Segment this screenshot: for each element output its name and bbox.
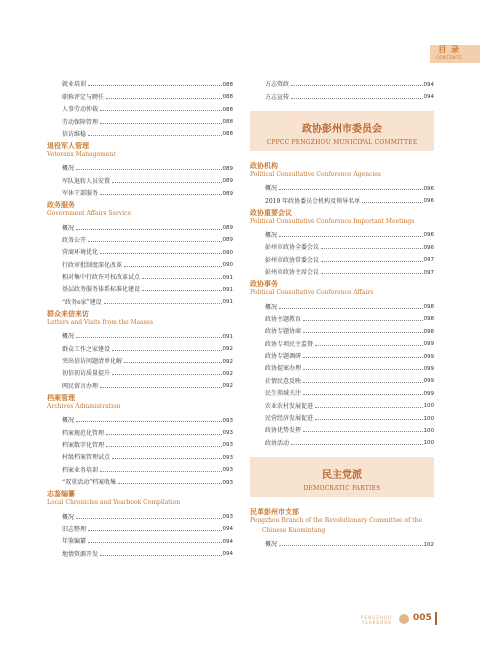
toc-entry-page: 096 bbox=[423, 185, 434, 192]
toc-entry-title: 政务公开 bbox=[62, 236, 87, 244]
toc-entry-page: 093 bbox=[222, 417, 233, 424]
leader-dots bbox=[279, 545, 422, 546]
section-heading-en: Letters and Visits from the Masses bbox=[47, 318, 154, 326]
leader-dots bbox=[118, 483, 221, 484]
toc-entry-title: 档案数字化管理 bbox=[62, 441, 105, 449]
toc-entry[interactable] bbox=[250, 536, 434, 548]
toc-entry[interactable] bbox=[47, 232, 233, 244]
toc-entry-page: 093 bbox=[222, 442, 233, 449]
toc-entry[interactable] bbox=[47, 437, 233, 449]
toc-entry[interactable] bbox=[47, 281, 233, 293]
toc-entry-title: 方志宣传 bbox=[265, 93, 290, 101]
toc-entry-title: 概况 bbox=[265, 185, 278, 193]
leader-dots bbox=[76, 337, 221, 338]
section-heading-en: Local Chronicles and Yearbook Compilation bbox=[47, 499, 181, 507]
toc-entry-page: 099 bbox=[423, 390, 434, 397]
leader-dots bbox=[76, 421, 221, 422]
section-heading[interactable]: 志鉴编纂 bbox=[47, 490, 75, 499]
toc-entry-page: 090 bbox=[222, 249, 233, 256]
toc-entry-title: 政协优势发挥 bbox=[265, 427, 302, 435]
toc-entry[interactable] bbox=[47, 508, 233, 520]
toc-entry-title: 档案业务培训 bbox=[62, 466, 99, 474]
leader-dots bbox=[362, 202, 422, 203]
toc-entry[interactable] bbox=[47, 461, 233, 473]
leader-dots bbox=[112, 458, 221, 459]
toc-entry-title: 地情资源开发 bbox=[62, 550, 99, 558]
page-subtitle: CONTENTS bbox=[436, 55, 462, 60]
toc-entry-title: 民营经济发展促进 bbox=[265, 415, 314, 423]
toc-entry-page: 100 bbox=[423, 403, 434, 410]
toc-entry-title: 行政审批制度深化改革 bbox=[62, 261, 123, 269]
toc-entry-title: 概况 bbox=[62, 224, 75, 232]
toc-entry-page: 093 bbox=[222, 467, 233, 474]
leader-dots bbox=[291, 444, 422, 445]
leader-dots bbox=[303, 431, 422, 432]
section-heading[interactable]: 档案管理 bbox=[47, 393, 75, 402]
leader-dots bbox=[112, 350, 221, 351]
leader-dots bbox=[124, 362, 221, 363]
leader-dots bbox=[321, 261, 422, 262]
leader-dots bbox=[291, 98, 422, 99]
toc-entry[interactable] bbox=[250, 227, 434, 239]
leader-dots bbox=[88, 135, 221, 136]
leader-dots bbox=[142, 290, 221, 291]
toc-left-column bbox=[47, 76, 233, 558]
toc-entry-page: 090 bbox=[222, 262, 233, 269]
toc-entry-title: 突出信访问题清单化解 bbox=[62, 358, 123, 366]
leader-dots bbox=[315, 407, 422, 408]
section-heading[interactable]: 政务服务 bbox=[47, 201, 75, 210]
leader-dots bbox=[106, 446, 221, 447]
toc-entry-title: 概况 bbox=[62, 165, 75, 173]
toc-entry-title: 村级档案管理试点 bbox=[62, 454, 111, 462]
toc-entry-title: 政协活动 bbox=[265, 439, 290, 447]
toc-entry[interactable] bbox=[47, 101, 233, 113]
toc-entry-page: 093 bbox=[222, 479, 233, 486]
leader-dots bbox=[104, 303, 222, 304]
toc-entry[interactable] bbox=[47, 113, 233, 125]
toc-entry[interactable] bbox=[47, 185, 233, 197]
toc-entry-title: 初信初访质量提升 bbox=[62, 370, 111, 378]
leader-dots bbox=[112, 374, 221, 375]
toc-entry-page: 097 bbox=[423, 257, 434, 264]
section-heading[interactable]: 民革彭州市支部 bbox=[250, 507, 299, 516]
toc-entry[interactable] bbox=[47, 353, 233, 365]
toc-entry[interactable] bbox=[47, 328, 233, 340]
toc-entry[interactable] bbox=[47, 365, 233, 377]
toc-entry-page: 093 bbox=[222, 454, 233, 461]
leader-dots bbox=[88, 542, 221, 543]
leader-dots bbox=[303, 357, 422, 358]
toc-entry[interactable] bbox=[47, 126, 233, 138]
section-heading-en: Archives Administration bbox=[47, 402, 121, 410]
toc-entry-page: 094 bbox=[423, 94, 434, 101]
toc-entry-title: 相对集中行政许可权改革试点 bbox=[62, 274, 141, 282]
leader-dots bbox=[315, 419, 422, 420]
section-heading[interactable]: 群众来信来访 bbox=[47, 309, 89, 318]
toc-entry-page: 088 bbox=[222, 94, 233, 101]
toc-entry[interactable] bbox=[47, 521, 233, 533]
toc-entry[interactable] bbox=[250, 180, 434, 192]
toc-entry[interactable] bbox=[250, 251, 434, 263]
leader-dots bbox=[100, 253, 221, 254]
toc-entry-title: “双重活动”档案收集 bbox=[62, 479, 117, 487]
toc-entry-page: 094 bbox=[222, 538, 233, 545]
toc-entry-page: 089 bbox=[222, 165, 233, 172]
toc-entry-page: 092 bbox=[222, 346, 233, 353]
toc-entry[interactable] bbox=[250, 372, 434, 384]
toc-entry[interactable] bbox=[250, 323, 434, 335]
toc-entry[interactable] bbox=[250, 88, 434, 100]
leader-dots bbox=[100, 110, 221, 111]
toc-entry-title: 方志资政 bbox=[265, 81, 290, 89]
leader-dots bbox=[321, 273, 422, 274]
toc-entry-page: 099 bbox=[423, 378, 434, 385]
footer-ornament-icon bbox=[399, 614, 409, 624]
toc-entry[interactable] bbox=[47, 256, 233, 268]
leader-dots bbox=[88, 85, 221, 86]
toc-entry-title: 职称评定与聘任 bbox=[62, 93, 105, 101]
leader-dots bbox=[100, 471, 221, 472]
part-banner-title: 政协彭州市委员会 bbox=[302, 123, 382, 135]
toc-entry[interactable] bbox=[250, 239, 434, 251]
page-title: 目 录 bbox=[438, 45, 460, 54]
toc-entry[interactable] bbox=[47, 474, 233, 486]
section-heading[interactable]: 政协事务 bbox=[250, 280, 278, 289]
section-heading-en: Chinese Kuomintang bbox=[262, 526, 326, 534]
toc-entry[interactable] bbox=[250, 264, 434, 276]
toc-entry-title: 政协专题调研 bbox=[265, 353, 302, 361]
toc-entry[interactable] bbox=[47, 76, 233, 88]
toc-entry-title: 档案规范化管理 bbox=[62, 429, 105, 437]
toc-entry-title: 政协专题协商 bbox=[265, 328, 302, 336]
toc-entry[interactable] bbox=[47, 340, 233, 352]
toc-entry[interactable] bbox=[250, 385, 434, 397]
leader-dots bbox=[279, 236, 422, 237]
toc-entry-page: 089 bbox=[222, 190, 233, 197]
toc-entry-title: 劳动保障管理 bbox=[62, 118, 99, 126]
leader-dots bbox=[106, 434, 221, 435]
toc-entry[interactable] bbox=[47, 88, 233, 100]
toc-entry-page: 092 bbox=[222, 370, 233, 377]
toc-entry[interactable] bbox=[47, 533, 233, 545]
leader-dots bbox=[100, 387, 221, 388]
toc-entry-title: 社情民意反映 bbox=[265, 377, 302, 385]
toc-entry-title: 政协提案办理 bbox=[265, 365, 302, 373]
toc-entry-page: 098 bbox=[423, 304, 434, 311]
leader-dots bbox=[303, 394, 422, 395]
toc-entry-page: 096 bbox=[423, 198, 434, 205]
toc-entry-page: 096 bbox=[423, 232, 434, 239]
toc-entry-title: 彭州市政协主席会议 bbox=[265, 269, 320, 277]
toc-entry-title: 军休干部服务 bbox=[62, 190, 99, 198]
leader-dots bbox=[76, 229, 221, 230]
toc-entry-page: 088 bbox=[222, 131, 233, 138]
part-banner-subtitle: CPPCC PENGZHOU MUNICIPAL COMMITTEE bbox=[266, 138, 418, 146]
section-heading[interactable]: 政协重要会议 bbox=[250, 208, 292, 217]
section-heading-en: Political Consultative Conference Agencies bbox=[250, 170, 381, 178]
toc-entry-page: 088 bbox=[222, 106, 233, 113]
toc-entry-title: 民生领域关注 bbox=[265, 390, 302, 398]
toc-entry-page: 098 bbox=[423, 328, 434, 335]
toc-entry-title: 概况 bbox=[62, 513, 75, 521]
leader-dots bbox=[100, 555, 221, 556]
toc-entry-page: 097 bbox=[423, 269, 434, 276]
section-heading-en: Political Consultative Conference Affairs bbox=[250, 289, 374, 297]
toc-entry-title: “政务e家”建设 bbox=[62, 298, 102, 306]
toc-entry-page: 089 bbox=[222, 178, 233, 185]
toc-entry[interactable] bbox=[250, 410, 434, 422]
part-banner[interactable] bbox=[250, 111, 434, 151]
toc-entry-page: 093 bbox=[222, 430, 233, 437]
leader-dots bbox=[106, 98, 221, 99]
toc-entry-page: 094 bbox=[423, 81, 434, 88]
toc-entry[interactable] bbox=[47, 160, 233, 172]
leader-dots bbox=[76, 169, 221, 170]
toc-entry[interactable] bbox=[250, 76, 434, 88]
toc-entry-page: 099 bbox=[423, 365, 434, 372]
leader-dots bbox=[100, 194, 221, 195]
toc-entry[interactable] bbox=[250, 192, 434, 204]
toc-entry-title: 概况 bbox=[265, 231, 278, 239]
leader-dots bbox=[303, 382, 422, 383]
toc-entry-page: 102 bbox=[423, 541, 434, 548]
toc-entry-page: 089 bbox=[222, 237, 233, 244]
toc-entry[interactable] bbox=[47, 412, 233, 424]
toc-entry-page: 091 bbox=[222, 274, 233, 281]
leader-dots bbox=[303, 369, 422, 370]
toc-entry[interactable] bbox=[47, 172, 233, 184]
toc-entry-page: 100 bbox=[423, 427, 434, 434]
toc-entry[interactable] bbox=[47, 424, 233, 436]
leader-dots bbox=[88, 530, 221, 531]
leader-dots bbox=[303, 320, 422, 321]
toc-entry-title: 就业培训 bbox=[62, 81, 87, 89]
toc-entry-title: 网民留言办理 bbox=[62, 382, 99, 390]
leader-dots bbox=[88, 241, 221, 242]
leader-dots bbox=[303, 332, 422, 333]
toc-entry-title: 概况 bbox=[62, 333, 75, 341]
page-number: 005 bbox=[413, 613, 432, 623]
toc-entry[interactable] bbox=[250, 298, 434, 310]
leader-dots bbox=[76, 518, 221, 519]
toc-entry-title: 彭州市政协常委会议 bbox=[265, 256, 320, 264]
toc-entry[interactable] bbox=[250, 348, 434, 360]
toc-entry[interactable] bbox=[47, 269, 233, 281]
section-heading-en: Government Affairs Service bbox=[47, 210, 132, 218]
leader-dots bbox=[279, 189, 422, 190]
toc-entry-title: 政协主题教育 bbox=[265, 315, 302, 323]
toc-entry[interactable] bbox=[47, 377, 233, 389]
leader-dots bbox=[291, 85, 422, 86]
toc-entry-page: 088 bbox=[222, 119, 233, 126]
toc-entry-title: 年鉴编纂 bbox=[62, 538, 87, 546]
toc-entry[interactable] bbox=[250, 422, 434, 434]
toc-entry[interactable] bbox=[250, 311, 434, 323]
toc-entry-title: 军队退转人员安置 bbox=[62, 177, 111, 185]
toc-entry-page: 091 bbox=[222, 299, 233, 306]
toc-entry-page: 099 bbox=[423, 353, 434, 360]
toc-entry-page: 089 bbox=[222, 225, 233, 232]
toc-entry-title: 彭州市政协全委会议 bbox=[265, 244, 320, 252]
leader-dots bbox=[112, 182, 221, 183]
toc-entry-page: 099 bbox=[423, 341, 434, 348]
toc-entry-title: 政协专项民主监督 bbox=[265, 340, 314, 348]
leader-dots bbox=[100, 123, 221, 124]
toc-entry[interactable] bbox=[47, 449, 233, 461]
toc-entry-page: 096 bbox=[423, 244, 434, 251]
toc-entry-page: 100 bbox=[423, 415, 434, 422]
leader-dots bbox=[142, 278, 221, 279]
section-heading[interactable]: 退役军人管理 bbox=[47, 141, 89, 150]
toc-entry-title: 人事劳动仲裁 bbox=[62, 106, 99, 114]
toc-entry-page: 091 bbox=[222, 333, 233, 340]
toc-right-column bbox=[250, 76, 434, 548]
toc-entry-title: 信访维稳 bbox=[62, 130, 87, 138]
footer-brand: PENGZHOU YEARBOOK bbox=[361, 615, 392, 625]
footer-divider bbox=[435, 612, 437, 625]
part-banner-title: 民主党派 bbox=[322, 469, 362, 481]
toc-entry-page: 098 bbox=[423, 316, 434, 323]
toc-entry[interactable] bbox=[250, 360, 434, 372]
toc-entry-title: 概况 bbox=[265, 541, 278, 549]
toc-entry-title: 营商环境优化 bbox=[62, 249, 99, 257]
leader-dots bbox=[321, 248, 422, 249]
toc-entry[interactable] bbox=[250, 397, 434, 409]
toc-entry-page: 100 bbox=[423, 440, 434, 447]
toc-entry[interactable] bbox=[250, 335, 434, 347]
toc-entry-title: 群众工作之家建设 bbox=[62, 345, 111, 353]
toc-entry-page: 092 bbox=[222, 358, 233, 365]
toc-entry-title: 基层政务服务体系标准化建设 bbox=[62, 286, 141, 294]
toc-entry[interactable] bbox=[47, 293, 233, 305]
toc-entry-title: 农业农村发展促进 bbox=[265, 402, 314, 410]
section-heading-en: Pengzhou Branch of the Revolutionary Committee of the bbox=[250, 516, 423, 524]
toc-entry[interactable] bbox=[250, 434, 434, 446]
toc-entry-title: 概况 bbox=[62, 417, 75, 425]
toc-entry-page: 088 bbox=[222, 81, 233, 88]
toc-entry-title: 2019 年政协委员会机构及领导名单 bbox=[265, 197, 361, 205]
toc-entry-page: 094 bbox=[222, 526, 233, 533]
toc-entry-page: 091 bbox=[222, 286, 233, 293]
toc-entry-title: 概况 bbox=[265, 303, 278, 311]
toc-entry-title: 旧志整理 bbox=[62, 525, 87, 533]
section-heading-en: Veterans Management bbox=[47, 150, 116, 158]
part-banner[interactable] bbox=[250, 457, 434, 497]
leader-dots bbox=[124, 266, 221, 267]
toc-entry[interactable] bbox=[47, 545, 233, 557]
section-heading-en: Political Consultative Conference Important Meetings bbox=[250, 217, 415, 225]
leader-dots bbox=[279, 308, 422, 309]
part-banner-subtitle: DEMOCRATIC PARTIES bbox=[303, 484, 381, 492]
toc-entry[interactable] bbox=[47, 219, 233, 231]
toc-entry-page: 094 bbox=[222, 551, 233, 558]
toc-entry-page: 092 bbox=[222, 383, 233, 390]
section-heading[interactable]: 政协机构 bbox=[250, 161, 278, 170]
toc-entry-page: 093 bbox=[222, 514, 233, 521]
leader-dots bbox=[315, 345, 422, 346]
toc-entry[interactable] bbox=[47, 244, 233, 256]
